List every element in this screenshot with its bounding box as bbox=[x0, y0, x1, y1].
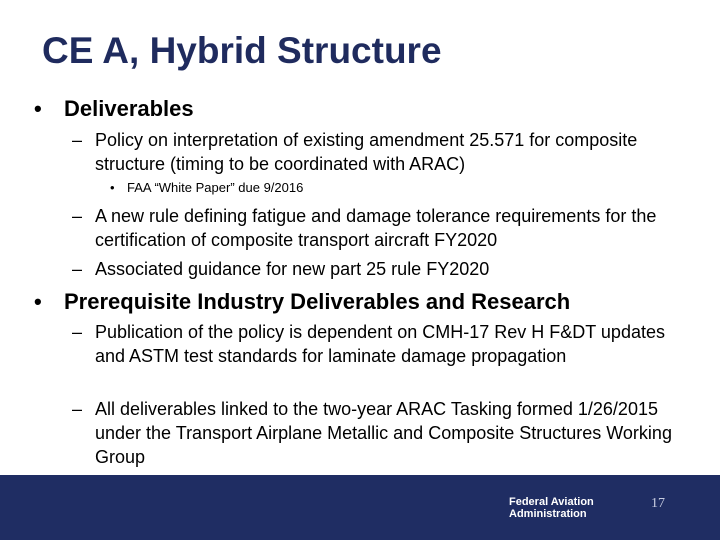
sub-bullet-text: All deliverables linked to the two-year ARAC Tasking formed 1/26/2015 under the Transport Airplane Metallic and Composite Structures Working Group bbox=[95, 399, 672, 467]
agency-name: Federal Aviation Administration bbox=[509, 496, 594, 520]
dash-icon: – bbox=[72, 130, 83, 150]
dash-icon: – bbox=[72, 399, 83, 419]
sub-bullet-text: Policy on interpretation of existing amendment 25.571 for composite structure (timing to be coordinated with ARAC) bbox=[95, 130, 638, 174]
bullet-icon: • bbox=[34, 96, 42, 121]
dash-icon: – bbox=[72, 322, 83, 342]
bullet-prerequisites bbox=[34, 289, 570, 315]
footer-bar bbox=[0, 475, 720, 540]
slide-title: CE A, Hybrid Structure bbox=[42, 30, 442, 71]
sub-bullet bbox=[72, 257, 702, 281]
bullet-text: Prerequisite Industry Deliverables and Research bbox=[64, 289, 571, 314]
sub-bullet bbox=[72, 397, 672, 469]
sub-bullet-text: A new rule defining fatigue and damage tolerance requirements for the certification of composite transport aircraft FY2020 bbox=[95, 206, 657, 250]
sub-bullet bbox=[72, 320, 672, 368]
bullet-deliverables bbox=[34, 96, 194, 122]
sub-sub-bullet-text: FAA “White Paper” due 9/2016 bbox=[127, 180, 304, 195]
sub-sub-bullet bbox=[110, 180, 303, 195]
bullet-icon: • bbox=[110, 180, 115, 195]
sub-bullet bbox=[72, 128, 702, 176]
bullet-icon: • bbox=[34, 289, 42, 314]
bullet-text: Deliverables bbox=[64, 96, 194, 121]
sub-bullet-text: Publication of the policy is dependent on CMH-17 Rev H F&DT updates and ASTM test standards for laminate damage propagation bbox=[95, 322, 665, 366]
sub-bullet bbox=[72, 204, 702, 252]
dash-icon: – bbox=[72, 206, 83, 226]
page-number: 17 bbox=[651, 496, 665, 511]
sub-bullet-text: Associated guidance for new part 25 rule FY2020 bbox=[95, 259, 490, 279]
dash-icon: – bbox=[72, 259, 83, 279]
